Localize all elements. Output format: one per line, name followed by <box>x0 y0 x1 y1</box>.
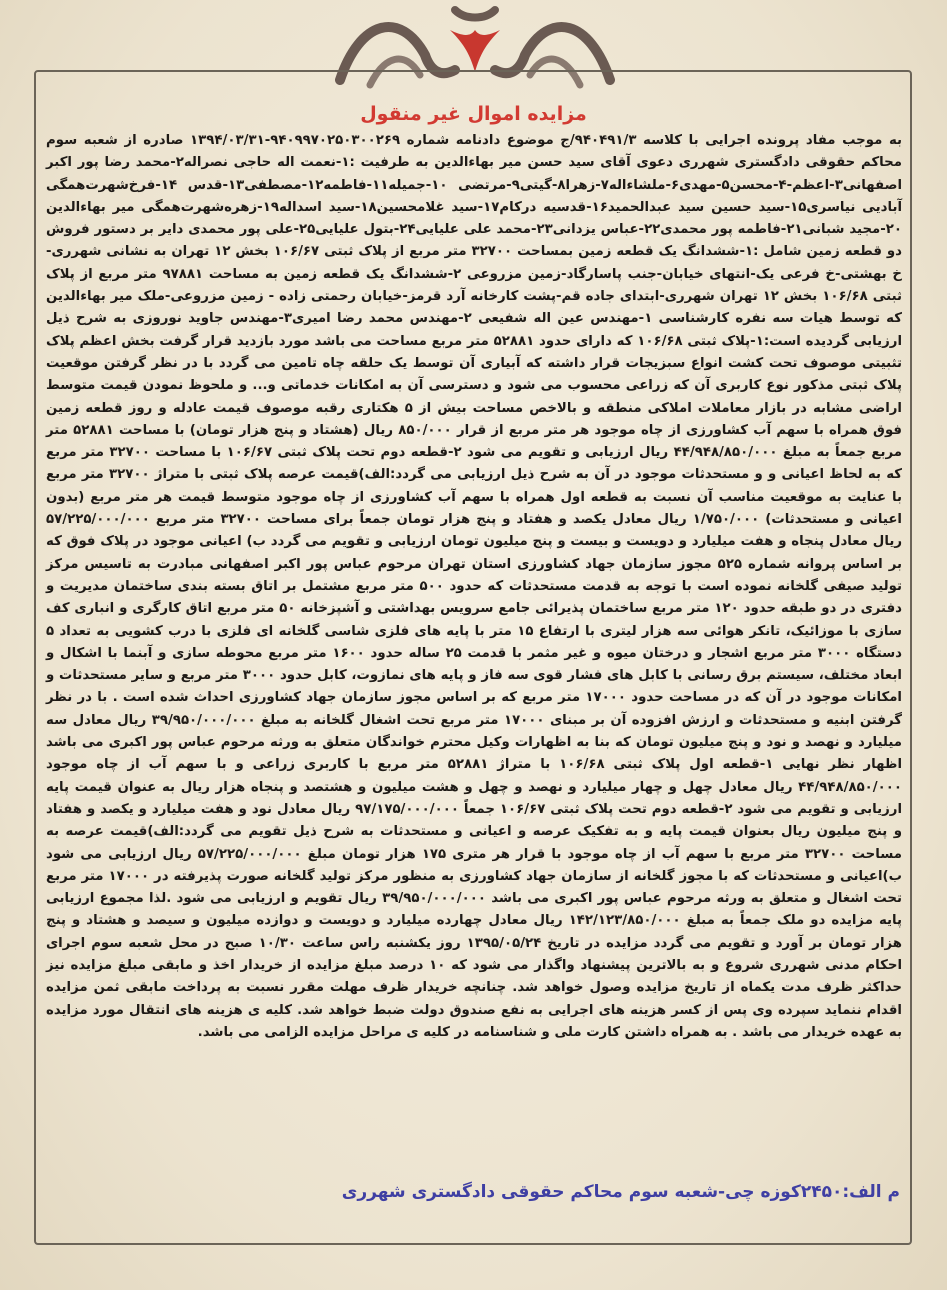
notice-body: به موجب مفاد پرونده اجرایی با کلاسه ۹۴۰۴۹۱/۳/ج موضوع دادنامه شماره ۹۴۰۹۹۷۰۲۵۰۳۰۰۲۶۹-۱۳۹۴/۰۳/۳۱ صادره از شعبه سوم محاکم حقوقی دادگستری شهرری دعوی آقای سید حسن میر بهاءالدین به طرفیت :۱-نعمت اله حاجی نصراله۲-محمد رضا پور اکبر اصفهانی۳-اعظم-۴-محسن۵-مهدی۶-ملشاءاله۷-زهرا۸-گیتی۹-مرتضی ۱۰-جمیله۱۱-فاطمه۱۲-مصطفی۱۳-قدس ۱۴-فرخ‌شهرت‌همگی آبادیی نیاسری۱۵-سید حسین سید عبدالحمید۱۶-قدسیه درکام۱۷-سید غلامحسین۱۸-سید اسداله۱۹-زهره‌شهرت‌همگی میر بهاءالدین ۲۰-مجید شبانی۲۱-فاطمه پور محمدی۲۲-عباس یزدانی۲۳-محمد علی علیایی۲۴-بتول علیایی۲۵-علی پور محمدی دایر بر دستور فروش دو قطعه زمین شامل :۱-ششدانگ یک قطعه زمین بمساحت ۳۲۷۰۰ متر مربع از پلاک ثبتی ۱۰۶/۶۷ بخش ۱۲ تهران به نشانی شهرری-خ بهشتی-خ فرعی یک-انتهای خیابان-جنب پاسارگاد-زمین مزروعی ۲-ششدانگ یک قطعه زمین به مساحت ۹۷۸۸۱ متر مربع از پلاک ثبتی ۱۰۶/۶۸ بخش ۱۲ تهران شهرری-ابتدای جاده قم-پشت کارخانه آرد قرمز-خیابان رحمتی زاده - زمین مزروعی-ملک میر بهاءالدین که توسط هیات سه نفره کارشناسی ۱-مهندس عین اله شفیعی ۲-مهندس محمد رضا امیری۳-مهندس جاوید نوروزی به شرح ذیل ارزیابی گردیده است:۱-پلاک ثبتی ۱۰۶/۶۸ که دارای حدود ۵۲۸۸۱ متر مربع مساحت می باشد مورد بازدید قرار گرفت بخش اعظم پلاک تثبیتی موصوف تحت کشت انواع سبزیجات قرار داشته که آبیاری آن توسط یک حلقه چاه تامین می گردد با در نظر گرفتن موقعیت پلاک ثبتی مذکور نوع کاربری آن که زراعی محسوب می شود و دسترسی آن به امکانات خدماتی و... و ملحوظ نمودن قیمت متوسط اراضی مشابه در بازار معاملات املاکی منطقه و بالاخص مساحت بیش از ۵ هکتاری رقبه موصوف قیمت عادله و روز قطعه زمین فوق همراه با سهم آب کشاورزی از چاه موجود هر متر مربع از قرار ۸۵۰/۰۰۰ ریال (هشتاد و پنج هزار تومان) با مساحت ۵۲۸۸۱ متر مربع جمعاً به مبلغ ۴۴/۹۴۸/۸۵۰/۰۰۰ ریال ارزیابی و تقویم می شود ۲-قطعه دوم تحت پلاک ثبتی ۱۰۶/۶۷ با مساحت ۳۲۷۰۰ متر مربع که به لحاظ اعیانی و و مستحدثات موجود در آن به شرح ذیل ارزیابی می گردد:الف)قیمت عرصه پلاک ثبتی با متراژ ۳۲۷۰۰ متر مربع با عنایت به موقعیت مناسب آن نسبت به قطعه اول همراه با سهم آب کشاورزی از چاه موجود متوسط قیمت هر متر مربع (بدون اعیانی و مستحدثات) ۱/۷۵۰/۰۰۰ ریال معادل یکصد و هفتاد و پنج هزار تومان جمعاً برای مساحت ۳۲۷۰۰ متر مربع ۵۷/۲۲۵/۰۰۰/۰۰۰ ریال معادل پنجاه و هفت میلیارد و دویست و بیست و پنج میلیون تومان ارزیابی و تقویم می گردد ب) اعیانی موجود در پلاک فوق که بر اساس پروانه شماره ۵۲۵ مجوز سازمان جهاد کشاورزی استان تهران مرحوم عباس پور اکبر اصفهانی مبادرت به تاسیس مرکز تولید صیفی گلخانه نموده است با توجه به قدمت مستحدثات که حدود ۵۰۰ متر مربع مشتمل بر اتاق بسته بندی ساختمان مدیریت و دفتری در دو طبقه حدود ۱۲۰ متر مربع ساختمان پذیرائی جامع سرویس بهداشتی و آشپزخانه ۵۰ متر مربع اتاق کارگری و انباری کف سازی با موزائیک، تانکر هوائی سه هزار لیتری با ارتفاع ۱۵ متر با پایه های فلزی شاسی گلخانه ای فلزی با درب کشویی به تعداد ۵ دستگاه ۳۰۰۰ متر مربع اشجار و درختان میوه و غیر مثمر با قدمت ۲۵ ساله حدود ۱۶۰۰ متر مربع محوطه سازی و آبنما با اشکال و ابعاد مختلف، سیستم برق رسانی با کابل های فشار قوی سه فاز و پایه های نمازوت، کابل حدود ۳۰۰۰ متر مربع و سایر مستحدثات و امکانات موجود در آن که در مساحت حدود ۱۷۰۰۰ متر مربع که بر اساس مجوز سازمان جهاد کشاورزی احداث شده است . با در نظر گرفتن ابنیه و مستحدثات و ارزش افزوده آن بر مبنای ۱۷۰۰۰ متر مربع تحت اشغال گلخانه به مبلغ ۳۹/۹۵۰/۰۰۰/۰۰۰ ریال معادل سه میلیارد و نهصد و نود و پنج میلیون تومان که بنا به اظهارات وکیل محترم خواندگان متعلق به ورثه مرحوم عباس پور اکبری می باشد اظهار نظر نهایی ۱-قطعه اول پلاک ثبتی ۱۰۶/۶۸ با متراژ ۵۲۸۸۱ متر مربع با کاربری زراعی و با سهم آب از چاه موجود ۴۴/۹۴۸/۸۵۰/۰۰۰ ریال معادل چهل و چهار میلیارد و نهصد و چهل و هشت میلیون و هشتصد و پنجاه هزار ریال به عنوان قیمت پایه ارزیابی و تقویم می شود ۲-قطعه دوم تحت پلاک ثبتی ۱۰۶/۶۷ جمعاً ۹۷/۱۷۵/۰۰۰/۰۰۰ ریال معادل نود و هفت میلیارد و یکصد و هفتاد و پنج میلیون ریال بعنوان قیمت پایه و به تفکیک عرصه و اعیانی و مستحدثات به شرح ذیل تقویم می گردد:الف)قیمت عرصه به مساحت ۳۲۷۰۰ متر مربع با سهم آب از چاه موجود با قرار هر متری ۱۷۵ هزار تومان مبلغ ۵۷/۲۲۵/۰۰۰/۰۰۰ ریال ارزیابی می شود ب)اعیانی و مستحدثات که با مجوز گلخانه از سازمان جهاد کشاورزی به منظور مرکز تولید گلخانه صورت پذیرفته در ۱۷۰۰۰ متر مربع تحت اشغال و متعلق به ورثه مرحوم عباس پور اکبری می باشد ۳۹/۹۵۰/۰۰۰/۰۰۰ ریال تقویم و ارزیابی می شود .لذا مجموع ارزیابی پایه مزایده دو ملک جمعاً به مبلغ ۱۴۲/۱۲۳/۸۵۰/۰۰۰ ریال معادل چهارده میلیارد و دویست و دوازده میلیون و سیصد و هشتاد و پنج هزار تومان بر آورد و تقویم می گردد مزایده در تاریخ ۱۳۹۵/۰۵/۲۴ روز یکشنبه راس ساعت ۱۰/۳۰ صبح در محل شعبه سوم اجرای احکام مدنی شهرری شروع و به بالاترین پیشنهاد واگذار می شود که ۱۰ درصد مبلغ مزایده از خریدار اخذ و مابقی مبلغ مزایده نیز حداکثر ظرف مدت یکماه از تاریخ مزایده وصول خواهد شد. چنانچه خریدار ظرف مهلت مقرر نسبت به پرداخت مابقی ثمن مزایده اقدام ننماید سپرده وی پس از کسر هزینه های اجرایی به نفع صندوق دولت ضبط خواهد شد. کلیه ی هزینه های انتقال مورد مزایده به عهده خریدار می باشد . به همراه داشتن کارت ملی و شناسنامه در کلیه ی مراحل مزایده الزامی می باشد. <box>46 133 903 1040</box>
notice-signature: م الف:۲۴۵۰کوزه چی-شعبه سوم محاکم حقوقی دادگستری شهرری <box>341 1182 900 1202</box>
notice-title: مزایده اموال غیر منقول <box>360 103 587 125</box>
